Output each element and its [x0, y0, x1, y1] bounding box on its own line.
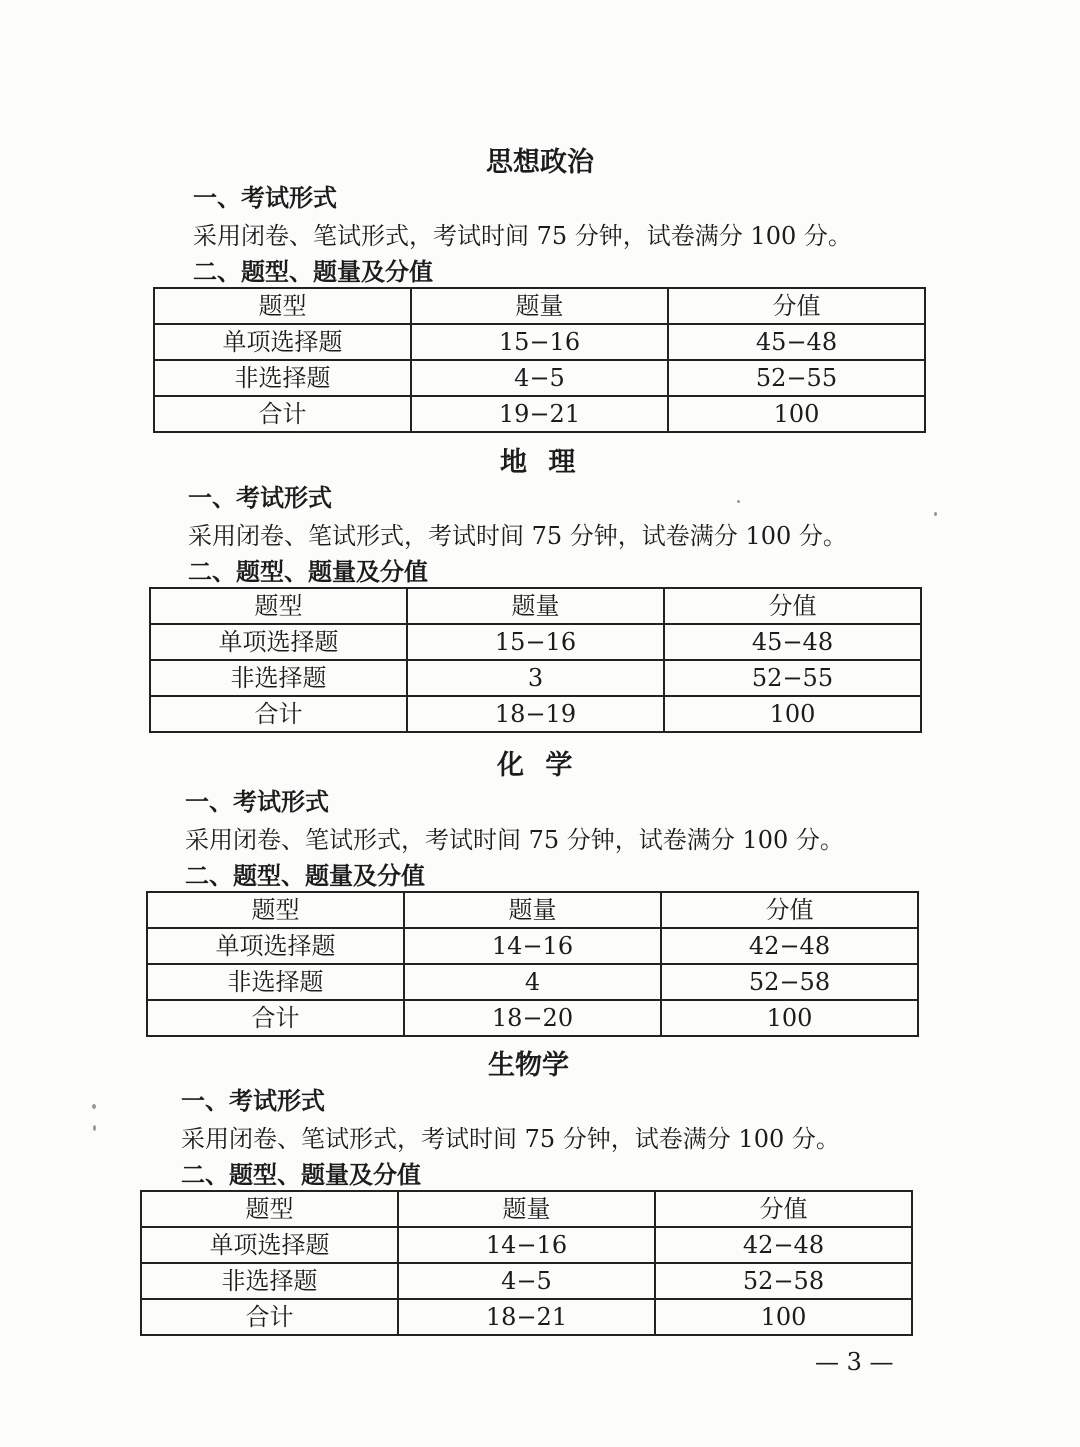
table-row	[147, 964, 918, 1000]
table-row	[141, 1263, 912, 1299]
table-cell: 18−20	[404, 1000, 661, 1036]
heading-exam-form: 一、考试形式	[193, 184, 337, 212]
table-cell: 100	[661, 1000, 918, 1036]
table-cell: 15−16	[407, 624, 664, 660]
table-cell: 45−48	[664, 624, 921, 660]
section-title: 生物学	[488, 1050, 569, 1081]
table-cell: 4−5	[411, 360, 668, 396]
table-header-row	[147, 892, 918, 928]
table-cell: 42−48	[655, 1227, 912, 1263]
table-row	[154, 360, 925, 396]
table-cell: 4−5	[398, 1263, 655, 1299]
table-cell: 100	[668, 396, 925, 432]
header-cell-score: 分值	[668, 288, 925, 324]
heading-exam-form: 一、考试形式	[188, 484, 332, 512]
header-cell-type: 题型	[147, 892, 404, 928]
header-cell-count: 题量	[404, 892, 661, 928]
header-cell-count: 题量	[398, 1191, 655, 1227]
table-header-row	[154, 288, 925, 324]
table-cell: 非选择题	[147, 964, 404, 1000]
exam-form-text: 采用闭卷、笔试形式，考试时间 75 分钟，试卷满分 100 分。	[193, 222, 852, 250]
question-table	[153, 287, 926, 433]
table-cell: 100	[664, 696, 921, 732]
section-title: 地 理	[500, 447, 582, 478]
table-row	[154, 324, 925, 360]
table-row	[141, 1227, 912, 1263]
table-cell: 单项选择题	[147, 928, 404, 964]
table-cell: 14−16	[398, 1227, 655, 1263]
table-cell: 45−48	[668, 324, 925, 360]
table-cell: 单项选择题	[141, 1227, 398, 1263]
table-cell: 19−21	[411, 396, 668, 432]
header-cell-type: 题型	[141, 1191, 398, 1227]
table-cell: 18−19	[407, 696, 664, 732]
table-row	[147, 928, 918, 964]
question-table	[140, 1190, 913, 1336]
table-cell: 52−55	[668, 360, 925, 396]
table-cell: 非选择题	[154, 360, 411, 396]
table-cell: 合计	[147, 1000, 404, 1036]
header-cell-type: 题型	[150, 588, 407, 624]
section-title: 思想政治	[486, 147, 594, 178]
scan-speck	[737, 500, 740, 503]
table-cell: 合计	[154, 396, 411, 432]
table-cell: 非选择题	[141, 1263, 398, 1299]
exam-form-text: 采用闭卷、笔试形式，考试时间 75 分钟，试卷满分 100 分。	[188, 522, 847, 550]
exam-form-text: 采用闭卷、笔试形式，考试时间 75 分钟，试卷满分 100 分。	[185, 826, 844, 854]
header-cell-score: 分值	[661, 892, 918, 928]
table-row	[141, 1299, 912, 1335]
table-cell: 3	[407, 660, 664, 696]
question-table	[149, 587, 922, 733]
table-cell: 52−55	[664, 660, 921, 696]
table-cell: 100	[655, 1299, 912, 1335]
table-row	[150, 624, 921, 660]
table-row	[150, 660, 921, 696]
table-row	[150, 696, 921, 732]
table-cell: 14−16	[404, 928, 661, 964]
scan-speck	[92, 1104, 96, 1109]
table-cell: 单项选择题	[154, 324, 411, 360]
heading-question-types: 二、题型、题量及分值	[193, 258, 433, 286]
table-cell: 4	[404, 964, 661, 1000]
scan-speck	[934, 512, 937, 516]
table-cell: 18−21	[398, 1299, 655, 1335]
header-cell-type: 题型	[154, 288, 411, 324]
table-header-row	[141, 1191, 912, 1227]
heading-question-types: 二、题型、题量及分值	[181, 1161, 421, 1189]
question-table	[146, 891, 919, 1037]
scan-speck	[93, 1125, 96, 1131]
table-cell: 42−48	[661, 928, 918, 964]
page-number: — 3 —	[815, 1348, 894, 1376]
heading-exam-form: 一、考试形式	[181, 1087, 325, 1115]
exam-form-text: 采用闭卷、笔试形式，考试时间 75 分钟，试卷满分 100 分。	[181, 1125, 840, 1153]
table-cell: 单项选择题	[150, 624, 407, 660]
table-row	[147, 1000, 918, 1036]
section-title: 化 学	[497, 750, 579, 781]
table-cell: 52−58	[661, 964, 918, 1000]
table-row	[154, 396, 925, 432]
table-cell: 非选择题	[150, 660, 407, 696]
table-cell: 52−58	[655, 1263, 912, 1299]
table-cell: 合计	[141, 1299, 398, 1335]
table-header-row	[150, 588, 921, 624]
heading-exam-form: 一、考试形式	[185, 788, 329, 816]
heading-question-types: 二、题型、题量及分值	[188, 558, 428, 586]
header-cell-count: 题量	[407, 588, 664, 624]
table-cell: 合计	[150, 696, 407, 732]
heading-question-types: 二、题型、题量及分值	[185, 862, 425, 890]
header-cell-count: 题量	[411, 288, 668, 324]
table-cell: 15−16	[411, 324, 668, 360]
header-cell-score: 分值	[664, 588, 921, 624]
header-cell-score: 分值	[655, 1191, 912, 1227]
